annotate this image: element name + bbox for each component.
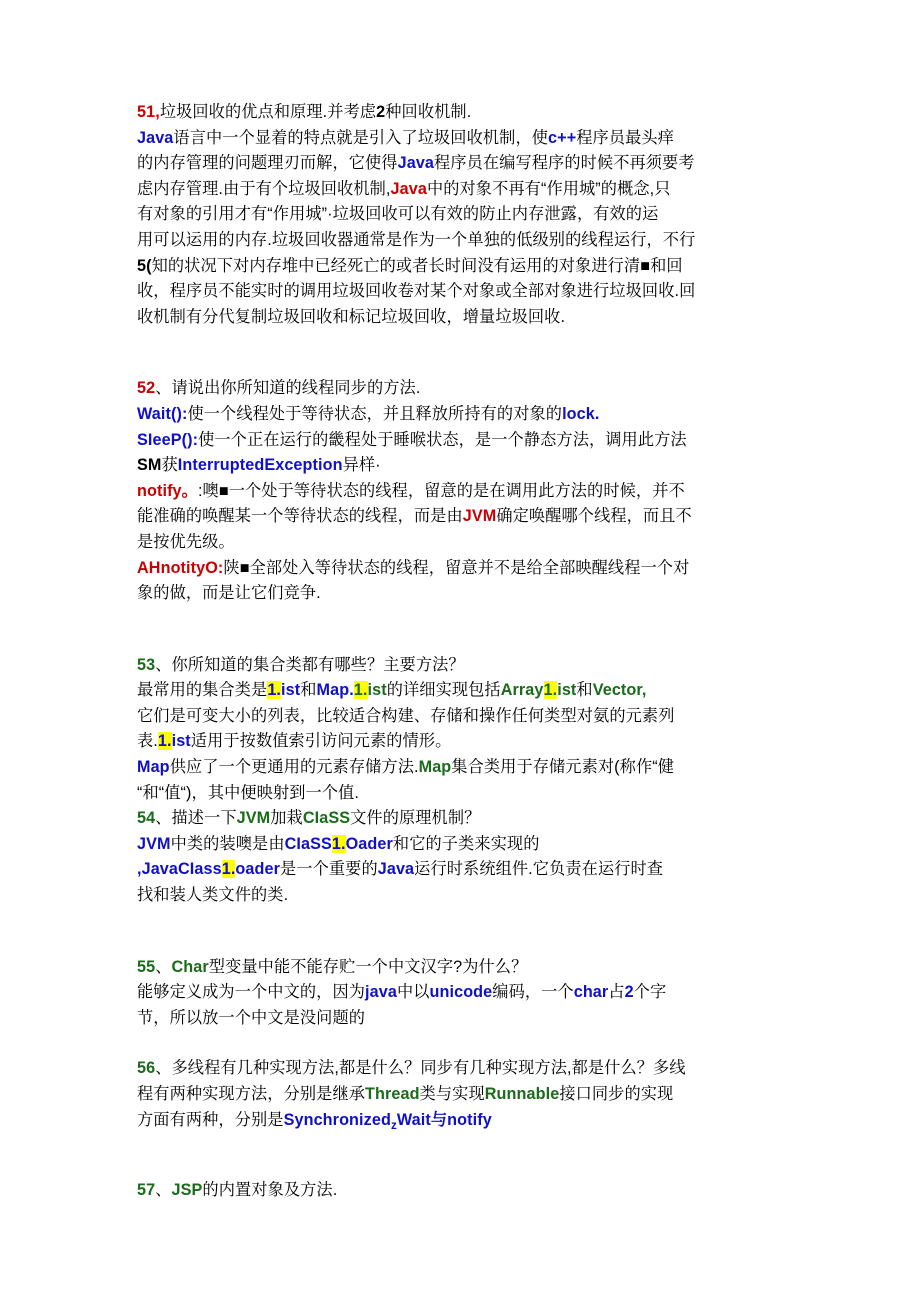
q53-highlight-4: 1. [157,732,172,751]
q55-heading-b: 型变量中能不能存贮一个中文汉字?为什么？ [208,957,528,976]
q51-line6-square-glyph: ■ [640,256,651,275]
q55-kw-java: java [365,983,397,1002]
q54-number: 54 [137,809,156,828]
q52-line-2 [137,428,790,454]
q51-line-4: 有对象的引用才有“作用城”·垃圾回收可以有效的防止内存泄露，有效的运 [137,205,659,224]
q54-kw-javaclass: ,JavaCIass [137,860,222,879]
q52-line7-square-glyph: ■ [239,558,250,577]
q54-line2-b: 是一个重要的 [280,860,378,879]
q51-heading-num2: 2 [376,103,386,121]
q51-line6-marker: 5( [137,256,152,275]
q56-heading-text: 、多线程有几种实现方法,都是什么？同步有几种实现方法,都是什么？多线 [155,1059,686,1078]
q52-kw-sleep: SIeeP(): [137,430,199,449]
q53-heading-text: 、你所知道的集合类都有哪些？主要方法？ [155,655,465,674]
q52-sm-label: SM [137,456,162,475]
q56-kw-synchronized: Synchronized [283,1110,391,1129]
q56-kw-wait: Wait [396,1110,431,1129]
q51-kw-java-2: Java [397,154,435,173]
q55-line1-d: 占 [608,983,625,1002]
q53-line1-a: 最常用的集合类是 [137,681,268,700]
q52-line-4 [137,479,790,505]
q52-line4-b: 一个处于等待状态的线程，留意的是在调用此方法的时候，并不 [228,481,685,500]
q55-kw-char: char [573,983,609,1002]
q53-kw-map-2: Map [418,758,452,777]
q52-kw-interruptedexception: InterruptedException [177,456,343,475]
q54-kw-oader-1: Oader [345,834,393,853]
q54-kw-oader-2: oader [235,860,281,879]
q55-kw-char-heading: Char [171,957,209,976]
q57-heading-a: 、 [155,1181,172,1200]
q53-line3-a: 表. [137,732,158,751]
q52-line3-b: 异样· [342,456,381,475]
q55-line1-c: 编码，一个 [492,983,574,1002]
q55-line1-b: 中以 [396,983,430,1002]
q53-line1-and2: 和 [576,681,593,700]
q51-line6-c: 和回 [650,256,683,275]
q54-kw-class-heading: CIaSS [302,809,351,828]
q51-line-1 [137,126,790,152]
question-block-56 [137,1056,790,1138]
q53-kw-list-4: ist [171,732,191,751]
q52-line-3 [137,453,790,479]
q54-line1-a: 中类的装噢是由 [170,834,285,853]
q56-line-2 [137,1108,790,1139]
q51-line1-a: 语言中一个显着的特点就是引入了垃圾回收机制，使 [173,128,549,147]
q51-heading-text: 垃圾回收的优点和原理.并考虑 [159,103,377,121]
q57-kw-jsp: JSP [171,1181,203,1200]
q57-heading-b: 的内置对象及方法. [202,1181,338,1200]
q55-kw-two: 2 [624,983,634,1002]
q54-heading [137,806,790,832]
q53-highlight-1: 1. [267,681,282,700]
q54-line-2 [137,857,790,883]
q51-kw-java-1: Java [137,128,174,147]
q51-line-6 [137,254,790,280]
q55-line-1 [137,980,790,1006]
question-block-57 [137,1178,790,1204]
q53-kw-vector: Vector, [592,681,647,700]
q54-heading-c: 文件的原理机制？ [350,809,481,828]
q56-separator-glyph: z [390,1118,397,1132]
q56-line1-a: 程有两种实现方法，分别是继承 [137,1085,366,1103]
q51-line1-b: 程序员最头痒 [576,128,674,147]
q53-kw-map-1: Map [137,758,170,777]
q52-line5-a: 能准确的唤醒某一个等待状态的线程，而是由 [137,507,463,526]
q54-highlight-2: 1. [221,860,236,879]
q53-line-5: “和“值“)，其中便映射到一个值. [137,783,360,802]
spacer-54-55 [137,909,790,955]
q53-line1-b: 的详细实现包括 [386,681,501,700]
q52-heading [137,376,790,402]
q51-line3-a: 虑内存管理.由于有个垃圾回收机制, [137,179,391,198]
q51-line2-b: 程序员在编写程序的时候不再须要考 [434,154,695,173]
q51-line-7: 收，程序员不能实时的调用垃圾回收卷对某个对象或全部对象进行垃圾回收.回 [137,282,696,301]
q53-heading [137,653,790,679]
q55-line1-a: 能够定义成为一个中文的，因为 [137,983,366,1002]
q52-kw-wait: Wait(): [137,404,188,423]
q54-kw-jvm-heading: JVM [236,809,271,828]
q53-highlight-3: 1. [543,681,558,700]
q53-kw-map-dot: Map. [316,681,354,700]
q53-kw-list-2: ist [367,681,387,700]
q52-line7-b: 全部处入等待状态的线程，留意并不是给全部映醒线程一个对 [249,558,690,577]
q51-heading [137,100,790,126]
q53-kw-list-3: ist [557,681,577,700]
q51-line-5: 用可以运用的内存.垃圾回收器通常是作为一个单独的低级别的线程运行，不行 [137,230,696,249]
q52-kw-lock: lock. [562,404,600,423]
q52-line-7 [137,556,790,582]
q55-number: 55 [137,957,156,976]
q51-line-8: 收机制有分代复制垃圾回收和标记垃圾回收，增量垃圾回收. [137,307,566,326]
q53-line-3 [137,729,790,755]
question-block-53 [137,653,790,807]
q52-line4-square-glyph: ■ [218,481,229,500]
q53-highlight-2: 1. [353,681,368,700]
q53-line3-b: 适用于按数值索引访问元素的情形。 [190,732,452,751]
q52-line-6: 是按优先级。 [137,532,235,551]
spacer-55-56 [137,1031,790,1056]
q52-line3-a: 获 [161,456,178,475]
q55-line-2: 节，所以放一个中文是没问题的 [137,1008,366,1027]
q51-kw-java-3: Java [390,179,427,198]
q56-kw-thread: Thread [365,1085,420,1103]
q52-line5-b: 确定唤醒哪个线程，而且不 [496,507,692,526]
q53-kw-array: Array [500,681,544,700]
q51-line2-a: 的内存管理的问题理刃而解，它使得 [137,154,398,173]
q54-line1-b: 和它的子类来实现的 [392,834,540,853]
q53-kw-list-1: ist [281,681,301,700]
q53-line4-b: 集合类用于存储元素对(称作“健 [451,758,675,777]
q55-heading-a: 、 [155,957,172,976]
q56-line1-c: 接口同步的实现 [559,1085,674,1103]
q51-kw-cpp: c++ [548,128,577,147]
q54-line2-c: 运行时系统组件.它负责在运行时查 [414,860,664,879]
q54-kw-jvm: JVM [137,834,171,853]
spacer-56-57 [137,1138,790,1178]
q54-line-1 [137,832,790,858]
q56-line2-b: 与 [430,1110,448,1129]
spacer-51-52 [137,330,790,376]
q55-line1-e: 个字 [633,983,667,1002]
q52-kw-jvm: JVM [462,507,497,526]
q53-line1-and: 和 [300,681,317,700]
q52-line4-a: :噢 [197,481,219,500]
q56-line1-b: 类与实现 [419,1085,485,1103]
q57-heading [137,1178,790,1204]
q55-heading [137,955,790,981]
question-block-54 [137,806,790,908]
q56-line2-a: 方面有两种，分别是 [137,1110,284,1129]
q52-kw-notify: notify。 [137,481,198,500]
q57-number: 57 [137,1181,156,1200]
q52-line1-a: 使一个线程处于等待状态，并且释放所持有的对象的 [187,404,563,423]
q52-heading-text: 、请说出你所知道的线程同步的方法. [155,379,421,398]
question-block-51 [137,100,790,330]
q51-line6-b: 知的状况下对内存堆中已经死亡的或者长时间没有运用的对象进行清 [151,256,641,275]
q53-number: 53 [137,655,156,674]
q55-kw-unicode: unicode [429,983,493,1002]
q54-heading-a: 、描述一下 [155,809,237,828]
q53-line-4 [137,755,790,781]
q53-line-2: 它们是可变大小的列表，比较适合构建、存储和操作任何类型对氨的元素列 [137,706,675,725]
q51-heading-tail: 种回收机制. [385,103,472,121]
q51-line3-b: 中的对象不再有“作用城”的概念,只 [426,179,671,198]
q51-line-2 [137,151,790,177]
question-block-52 [137,376,790,606]
q54-kw-class: CIaSS [284,834,332,853]
q54-kw-java: Java [377,860,415,879]
q56-heading [137,1056,790,1082]
q51-line-3 [137,177,790,203]
q54-heading-b: 加栽 [270,809,303,828]
q53-line4-a: 供应了一个更通用的元素存储方法. [169,758,419,777]
q56-kw-notify: notify [447,1110,492,1129]
q52-line-5 [137,504,790,530]
spacer-52-53 [137,607,790,653]
q54-highlight-1: 1. [331,834,346,853]
q52-line-1 [137,402,790,428]
q52-kw-notifyall: AHnotityO: [137,558,224,577]
question-block-55 [137,955,790,1032]
document-body [137,100,790,1204]
q52-line7-a: 陕 [223,558,240,577]
q53-line-1 [137,678,790,704]
q56-line-1 [137,1082,790,1108]
q56-number: 56 [137,1059,156,1078]
q56-kw-runnable: Runnable [484,1085,560,1103]
q54-line-3: 找和装人类文件的类. [137,886,289,905]
q52-line-8: 象的做，而是让它们竞争. [137,584,321,603]
q51-number: 51, [137,103,160,121]
q52-number: 52 [137,379,156,398]
q52-line2-a: 使一个正在运行的畿程处于睡喉状态，是一个静态方法，调用此方法 [198,430,687,449]
